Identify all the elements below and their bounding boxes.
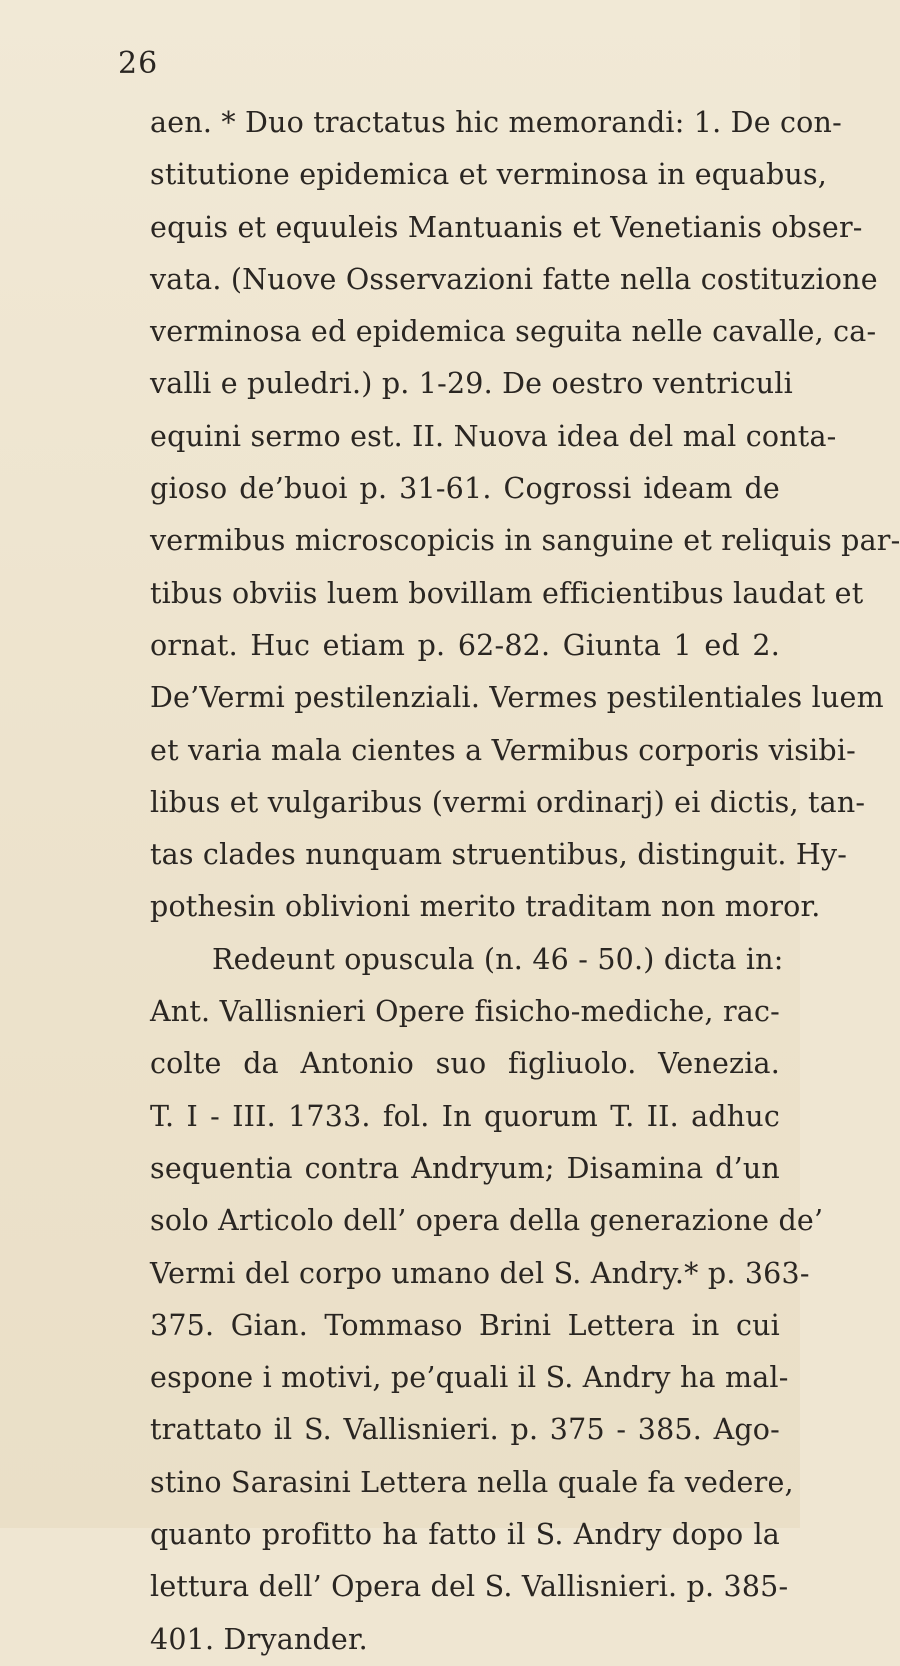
text-line: tas clades nunquam struentibus, distinguit. Hy- [150,838,848,872]
text-line: trattato il S. Vallisnieri. p. 375 - 385. Ago- [150,1413,780,1447]
text-line: tibus obviis luem bovillam efficientibus laudat et [150,576,864,610]
text-line: equini sermo est. II. Nuova idea del mal conta- [150,419,837,453]
text-line: Vermi del corpo umano del S. Andry.* p. 363- [150,1256,810,1290]
text-line: aen. * Duo tractatus hic memorandi: 1. De con- [150,106,842,139]
text-line: verminosa ed epidemica seguita nelle cavalle, ca- [150,315,877,349]
text-line: stino Sarasini Lettera nella quale fa vedere, [150,1465,794,1499]
text-line: 401. Dryander. [150,1622,368,1656]
text-line: sequentia contra Andryum; Disamina d’un [150,1151,780,1185]
text-line: gioso de’buoi p. 31-61. Cogrossi ideam de [150,472,780,506]
text-line: valli e puledri.) p. 1-29. De oestro ventriculi [150,367,793,401]
text-line: quanto profitto ha fatto il S. Andry dopo la [150,1518,780,1552]
text-line: Ant. Vallisnieri Opere fisicho-mediche, rac- [150,995,780,1029]
text-line: espone i motivi, pe’quali il S. Andry ha mal- [150,1361,789,1395]
body-text [150,97,900,1666]
text-line: ornat. Huc etiam p. 62-82. Giunta 1 ed 2. [150,628,780,662]
text-line: libus et vulgaribus (vermi ordinarj) ei dictis, tan- [150,785,866,819]
page-number: 26 [118,46,159,81]
text-line: De’Vermi pestilenziali. Vermes pestilentiales luem [150,681,884,715]
text-line: colte da Antonio suo figliuolo. Venezia. [150,1047,780,1081]
text-line: vata. (Nuove Osservazioni fatte nella costituzione [150,262,878,296]
text-line: solo Articolo dell’ opera della generazione de’ [150,1204,824,1238]
text-line: et varia mala cientes a Vermibus corporis visibi- [150,733,856,767]
text-line: T. I - III. 1733. fol. In quorum T. II. adhuc [150,1099,780,1133]
text-line: equis et equuleis Mantuanis et Venetianis obser- [150,210,863,244]
text-line: lettura dell’ Opera del S. Vallisnieri. p. 385- [150,1570,789,1604]
text-line: stitutione epidemica et verminosa in equabus, [150,158,828,192]
text-line: 375. Gian. Tommaso Brini Lettera in cui [150,1308,780,1342]
text-line: Redeunt opuscula (n. 46 - 50.) dicta in: [212,942,784,976]
text-line: vermibus microscopicis in sanguine et reliquis par- [150,524,900,558]
text-line: pothesin oblivioni merito traditam non moror. [150,890,821,924]
